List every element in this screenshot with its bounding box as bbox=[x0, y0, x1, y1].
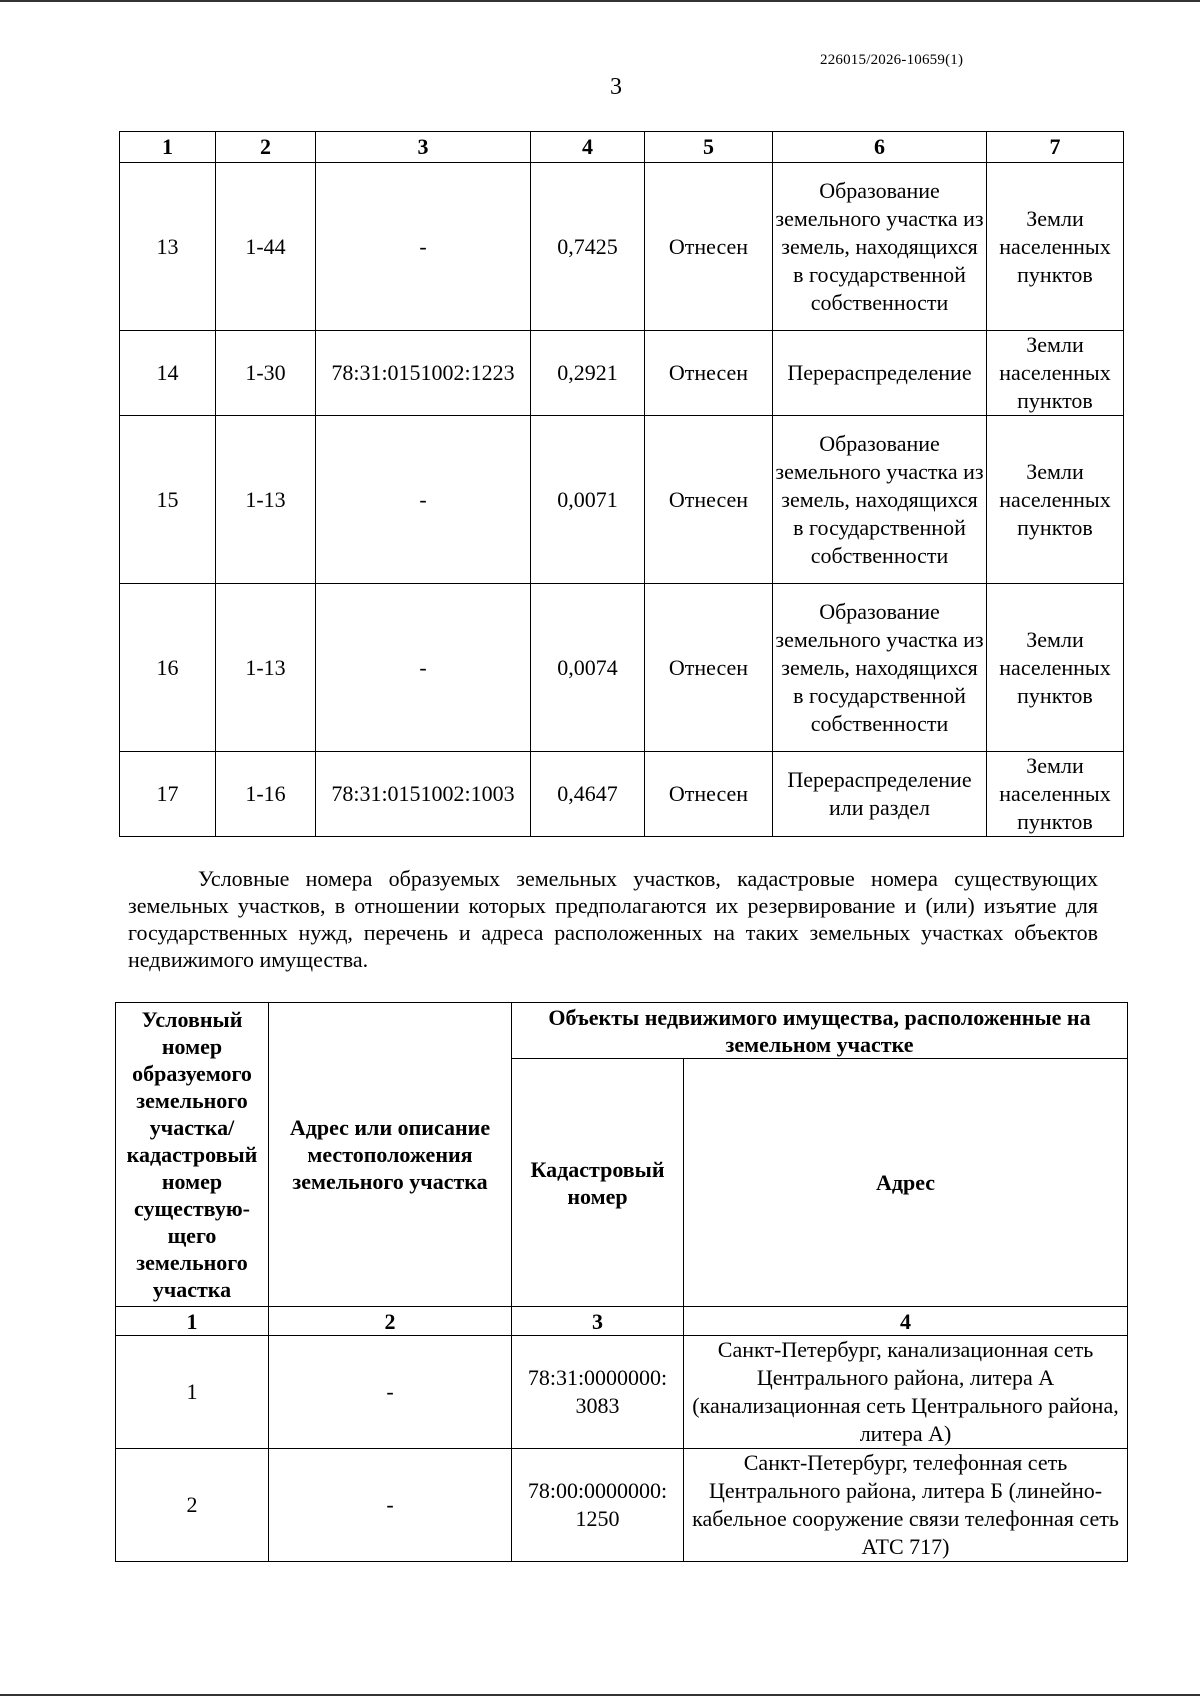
reservation-paragraph: Условные номера образуемых земельных участков, кадастровые номера существующих земельных участков, в отношении которых предполагаются их резервирование и (или) изъятие для государственных нужд, перечень и адреса расположенных на таких земельных участках объектов недвижимого имущества. bbox=[128, 866, 1098, 972]
row-number: 13 bbox=[120, 163, 216, 331]
formation-method: Перераспределение bbox=[773, 331, 987, 416]
column-header: 1 bbox=[120, 132, 216, 163]
column-header: 5 bbox=[645, 132, 773, 163]
column-header: 2 bbox=[216, 132, 316, 163]
status-cell: Отнесен bbox=[645, 331, 773, 416]
area-value: 0,0074 bbox=[531, 584, 645, 752]
object-address: Санкт-Петербург, телефонная сеть Центрального района, литера Б (линейно-кабельное сооружение связи телефонная сеть АТС 717) bbox=[684, 1449, 1128, 1562]
object-cadastral-number: 78:00:0000000: 1250 bbox=[512, 1449, 684, 1562]
status-cell: Отнесен bbox=[645, 752, 773, 837]
status-cell: Отнесен bbox=[645, 584, 773, 752]
table-row bbox=[120, 331, 1124, 416]
column-header: 6 bbox=[773, 132, 987, 163]
formation-method: Образование земельного участка из земель, находящихся в государственной собственности bbox=[773, 584, 987, 752]
formation-method: Образование земельного участка из земель, находящихся в государственной собственности bbox=[773, 163, 987, 331]
land-category: Земли населенных пунктов bbox=[987, 752, 1124, 837]
land-plots-table bbox=[119, 131, 1124, 837]
area-value: 0,4647 bbox=[531, 752, 645, 837]
table-header-row bbox=[116, 1003, 1128, 1059]
cadastral-number: 78:31:0151002:1003 bbox=[316, 752, 531, 837]
header-address: Адрес bbox=[684, 1059, 1128, 1307]
scan-edge-top bbox=[0, 0, 1200, 2]
land-category: Земли населенных пунктов bbox=[987, 416, 1124, 584]
column-header: 3 bbox=[316, 132, 531, 163]
table-row bbox=[120, 752, 1124, 837]
real-estate-objects-table bbox=[115, 1002, 1128, 1562]
cadastral-number: - bbox=[316, 416, 531, 584]
formation-method: Образование земельного участка из земель, находящихся в государственной собственности bbox=[773, 416, 987, 584]
plot-location: - bbox=[269, 1336, 512, 1449]
land-category: Земли населенных пунктов bbox=[987, 331, 1124, 416]
table-row bbox=[116, 1336, 1128, 1449]
column-header: 7 bbox=[987, 132, 1124, 163]
column-number: 1 bbox=[116, 1307, 269, 1336]
row-number: 16 bbox=[120, 584, 216, 752]
area-value: 0,0071 bbox=[531, 416, 645, 584]
row-number: 17 bbox=[120, 752, 216, 837]
cadastral-number: 78:31:0151002:1223 bbox=[316, 331, 531, 416]
zone-code: 1-16 bbox=[216, 752, 316, 837]
object-cadastral-number: 78:31:0000000: 3083 bbox=[512, 1336, 684, 1449]
column-numbers-row bbox=[116, 1307, 1128, 1336]
column-number: 3 bbox=[512, 1307, 684, 1336]
table-row bbox=[120, 584, 1124, 752]
land-category: Земли населенных пунктов bbox=[987, 584, 1124, 752]
zone-code: 1-44 bbox=[216, 163, 316, 331]
header-cadastral-number: Кадастровый номер bbox=[512, 1059, 684, 1307]
document-number: 226015/2026-10659(1) bbox=[820, 52, 964, 68]
object-address: Санкт-Петербург, канализационная сеть Центрального района, литера А (канализационная сеть Центрального района, литера А) bbox=[684, 1336, 1128, 1449]
cadastral-number: - bbox=[316, 584, 531, 752]
table-row bbox=[120, 163, 1124, 331]
cadastral-number: - bbox=[316, 163, 531, 331]
zone-code: 1-30 bbox=[216, 331, 316, 416]
row-number: 15 bbox=[120, 416, 216, 584]
row-number: 14 bbox=[120, 331, 216, 416]
table-header-row bbox=[120, 132, 1124, 163]
column-number: 4 bbox=[684, 1307, 1128, 1336]
table-row bbox=[116, 1449, 1128, 1562]
area-value: 0,7425 bbox=[531, 163, 645, 331]
header-objects-group: Объекты недвижимого имущества, расположенные на земельном участке bbox=[512, 1003, 1128, 1059]
column-number: 2 bbox=[269, 1307, 512, 1336]
table-row bbox=[120, 416, 1124, 584]
zone-code: 1-13 bbox=[216, 416, 316, 584]
column-header: 4 bbox=[531, 132, 645, 163]
status-cell: Отнесен bbox=[645, 416, 773, 584]
page-number: 3 bbox=[610, 74, 622, 100]
plot-number: 1 bbox=[116, 1336, 269, 1449]
status-cell: Отнесен bbox=[645, 163, 773, 331]
plot-location: - bbox=[269, 1449, 512, 1562]
land-category: Земли населенных пунктов bbox=[987, 163, 1124, 331]
zone-code: 1-13 bbox=[216, 584, 316, 752]
header-plot-number: Условный номер образуемого земельного участка/ кадастровый номер существую-щего земельного участка bbox=[116, 1003, 269, 1307]
plot-number: 2 bbox=[116, 1449, 269, 1562]
formation-method: Перераспределение или раздел bbox=[773, 752, 987, 837]
header-location: Адрес или описание местоположения земельного участка bbox=[269, 1003, 512, 1307]
area-value: 0,2921 bbox=[531, 331, 645, 416]
